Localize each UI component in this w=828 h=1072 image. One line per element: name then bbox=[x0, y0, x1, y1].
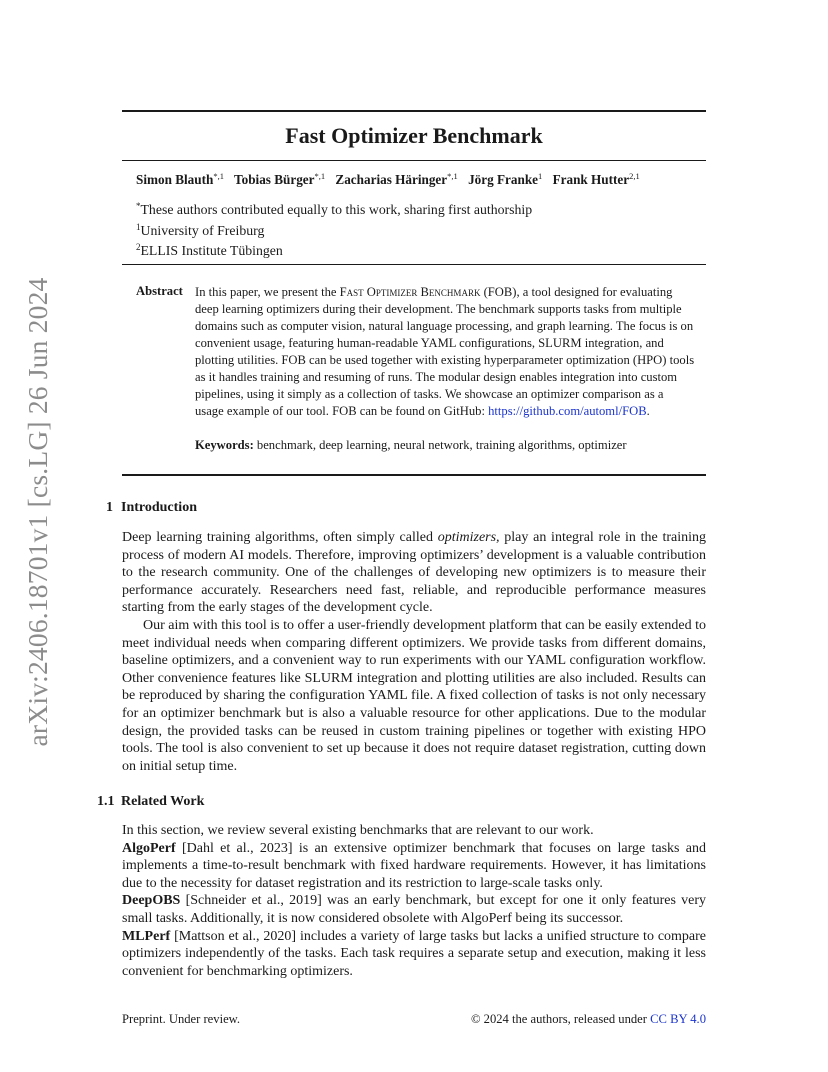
abstract-text: In this paper, we present the Fast Optimizer Benchmark (FOB), a tool designed for evaluating deep learning optimizers during their development. The benchmark supports tasks from multiple domains such as computer vision, natural language processing, and graph learning. The focus is on convenient usage, featuring human-readable YAML configurations, SLURM integration, and plotting utilities. FOB can be used together with existing hyperparameter optimization (HPO) tools as it handles training and resuming of runs. The modular design enables integration into custom pipelines, using it simply as a collection of tasks. We showcase an optimizer comparison as a usage example of our tool. FOB can be found on GitHub: https://github.com/automl/FOB. bbox=[195, 285, 695, 418]
author: Simon Blauth$^{*,1}$ bbox=[136, 171, 224, 187]
introduction-body bbox=[122, 529, 706, 775]
affiliation-line: $^1$University of Freiburg bbox=[136, 221, 265, 238]
affiliation-line: $^2$ELLIS Institute Tübingen bbox=[136, 242, 283, 258]
keywords: Keywords: benchmark, deep learning, neural network, training algorithms, optimizer bbox=[195, 438, 627, 452]
footer-preprint-note: Preprint. Under review. bbox=[122, 1012, 241, 1026]
abstract-bottom-rule bbox=[122, 474, 706, 476]
author: Zacharias Häringer$^{*,1}$ bbox=[335, 171, 458, 187]
affiliation-line: *These authors contributed equally to this work, sharing first authorship bbox=[136, 201, 533, 217]
paragraph: Our aim with this tool is to offer a user-friendly development platform that can be easily extended to meet individual needs when comparing different optimizers. We provide tasks from different domains, baseline optimizers, and a convenient way to run experiments with our YAML configuration workflow. Other convenience features like SLURM integration and plotting utilities are also included. Results can be reproduced by sharing the configuration YAML file. A fixed collection of tasks is not only necessary for an optimizer benchmark but is also a valuable resource for other applications. Due to the modular design, the provided tasks can be reused in custom training pipelines or together with existing HPO tools. The tool is also convenient to set up because it does not require dataset registration, cutting down on initial setup time. bbox=[122, 617, 706, 774]
abstract-top-rule bbox=[122, 264, 706, 265]
paragraph: In this section, we review several existing benchmarks that are relevant to our work. bbox=[122, 823, 594, 838]
arxiv-identifier: arXiv:2406.18701v1 [cs.LG] 26 Jun 2024 bbox=[22, 277, 53, 747]
related-item-mlperf: MLPerf [Mattson et al., 2020] includes a variety of large tasks but lacks a unified structure to compare optimizers independently of the tasks. Each task requires a separate setup and execution, making it less convenient for benchmarking optimizers. bbox=[122, 928, 707, 979]
paper-title: Fast Optimizer Benchmark bbox=[285, 123, 543, 148]
title-bottom-rule bbox=[122, 160, 706, 161]
section-heading-introduction: 1 Introduction bbox=[106, 500, 197, 515]
section-heading-related-work: 1.1 Related Work bbox=[97, 794, 205, 809]
abstract-label: Abstract bbox=[136, 284, 183, 298]
author: Frank Hutter$^{2,1}$ bbox=[552, 171, 640, 187]
affiliations bbox=[136, 198, 532, 260]
title-top-rule bbox=[122, 110, 706, 112]
author-list bbox=[136, 171, 647, 188]
related-item-deepobs: DeepOBS [Schneider et al., 2019] was an early benchmark, but except for one it only features very small tasks. Additionally, it is now considered obsolete with AlgoPerf being its successor. bbox=[122, 893, 706, 926]
license-link[interactable]: CC BY 4.0 bbox=[650, 1012, 706, 1026]
related-work-body bbox=[122, 822, 706, 980]
footer-license: © 2024 the authors, released under CC BY 4.0 bbox=[470, 1012, 706, 1026]
github-link[interactable]: https://github.com/automl/FOB bbox=[488, 404, 647, 418]
author: Jörg Franke$^1$ bbox=[468, 171, 543, 187]
author: Tobias Bürger$^{*,1}$ bbox=[234, 171, 326, 187]
related-item-algoperf: AlgoPerf [Dahl et al., 2023] is an extensive optimizer benchmark that focuses on large tasks and implements a time-to-result benchmark with fixed hardware requirements. However, it has limitations due to the necessity for dataset registration and its restriction to large-scale tasks only. bbox=[122, 840, 706, 891]
paragraph: Deep learning training algorithms, often simply called optimizers, play an integral role in the training process of modern AI models. Therefore, improving optimizers’ development is a valuable contribution to the research community. One of the challenges of developing new optimizers is to measure their performance accurately. Researchers need fast, reliable, and reproducible performance measures starting from the early stages of the development cycle. bbox=[122, 530, 707, 616]
tool-name: Fast Optimizer Benchmark bbox=[339, 285, 481, 299]
